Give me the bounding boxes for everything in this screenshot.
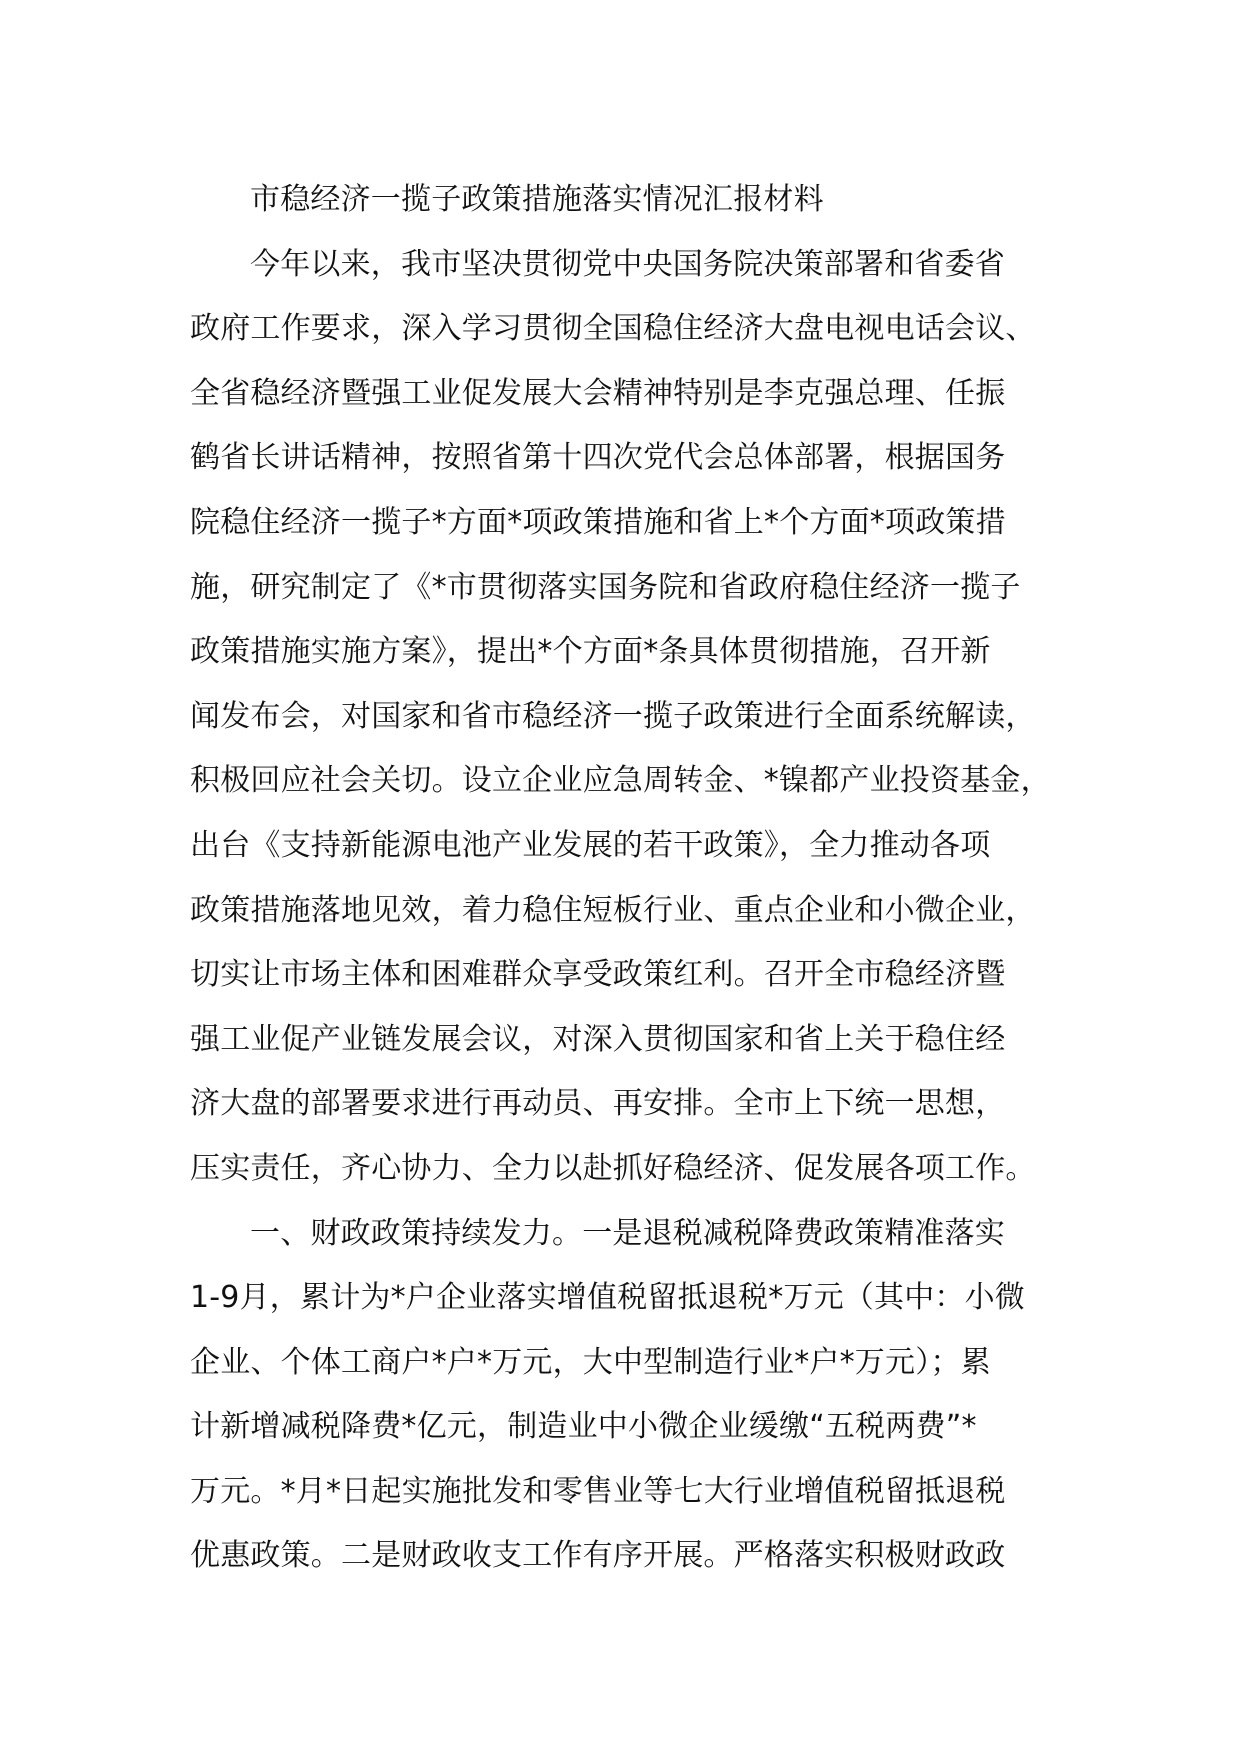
paragraph-line: 万元。*月*日起实施批发和零售业等七大行业增值税留抵退税	[190, 1473, 1006, 1509]
paragraph-line: 政府工作要求，深入学习贯彻全国稳住经济大盘电视电话会议、	[190, 311, 1036, 347]
paragraph-line: 院稳住经济一揽子*方面*项政策措施和省上*个方面*项政策措	[190, 504, 1006, 540]
paragraph-line: 计新增减税降费*亿元，制造业中小微企业缓缴“五税两费”*	[190, 1409, 977, 1445]
paragraph-line: 强工业促产业链发展会议，对深入贯彻国家和省上关于稳住经	[190, 1021, 1006, 1057]
paragraph-line: 施，研究制定了《*市贯彻落实国务院和省政府稳住经济一揽子	[190, 569, 1021, 605]
paragraph-line: 出台《支持新能源电池产业发展的若干政策》，全力推动各项	[190, 827, 991, 863]
document-title: 市稳经济一揽子政策措施落实情况汇报材料	[250, 182, 824, 217]
paragraph-line: 政策措施落地见效，着力稳住短板行业、重点企业和小微企业，	[190, 892, 1036, 928]
paragraph-line: 优惠政策。二是财政收支工作有序开展。严格落实积极财政政	[190, 1538, 1006, 1574]
section-heading-line: 一、财政政策持续发力。一是退税减税降费政策精准落实	[250, 1215, 1005, 1251]
paragraph-line: 1-9月，累计为*户企业落实增值税留抵退税*万元（其中：小微	[190, 1280, 1025, 1316]
paragraph-line: 积极回应社会关切。设立企业应急周转金、*镍都产业投资基金，	[190, 763, 1051, 799]
paragraph-line: 压实责任，齐心协力、全力以赴抓好稳经济、促发展各项工作。	[190, 1150, 1036, 1186]
paragraph-line: 今年以来，我市坚决贯彻党中央国务院决策部署和省委省	[250, 246, 1005, 282]
paragraph-line: 闻发布会，对国家和省市稳经济一揽子政策进行全面系统解读，	[190, 698, 1036, 734]
paragraph-line: 鹤省长讲话精神，按照省第十四次党代会总体部署，根据国务	[190, 440, 1006, 476]
paragraph-line: 企业、个体工商户*户*万元，大中型制造行业*户*万元）；累	[190, 1344, 991, 1380]
paragraph-line: 济大盘的部署要求进行再动员、再安排。全市上下统一思想，	[190, 1086, 1006, 1122]
paragraph-line: 切实让市场主体和困难群众享受政策红利。召开全市稳经济暨	[190, 957, 1006, 993]
paragraph-line: 政策措施实施方案》，提出*个方面*条具体贯彻措施，召开新	[190, 634, 991, 670]
document-body	[190, 168, 1070, 1589]
paragraph-line: 全省稳经济暨强工业促发展大会精神特别是李克强总理、任振	[190, 375, 1006, 411]
